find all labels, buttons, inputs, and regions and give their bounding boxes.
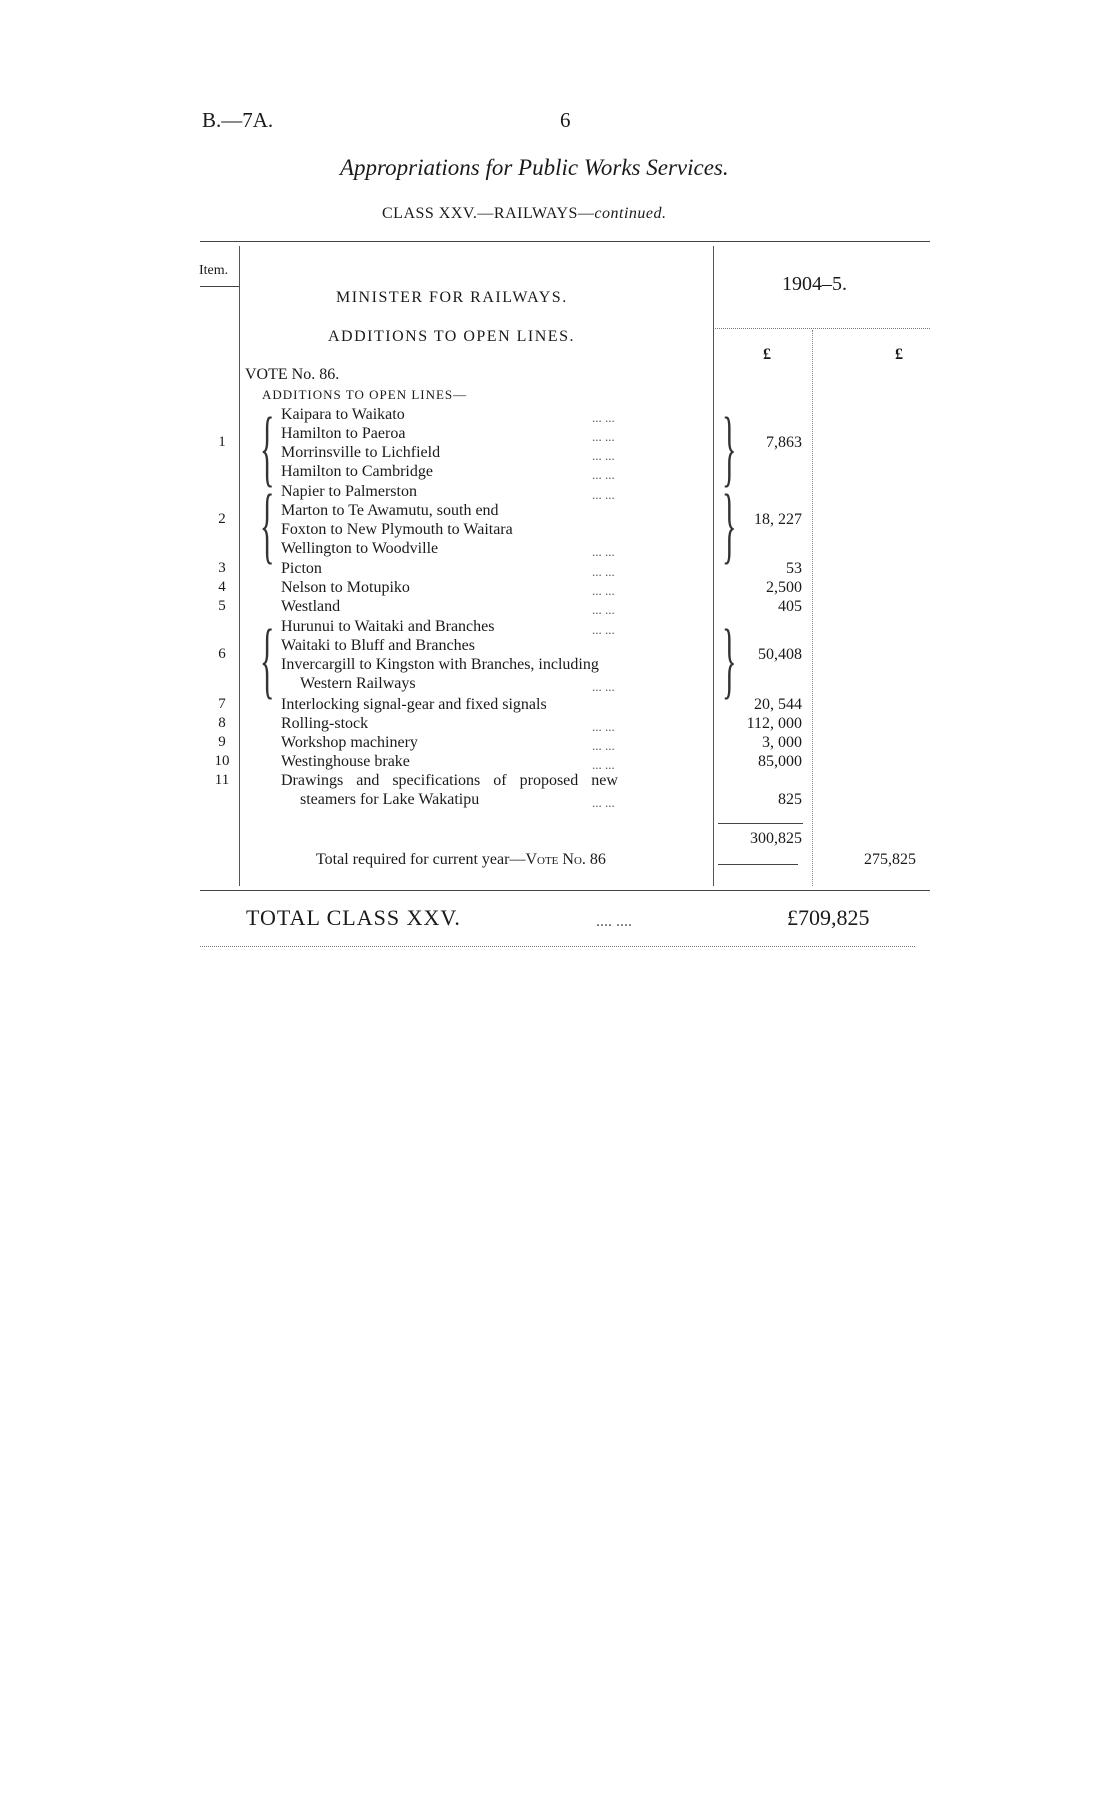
line-foxton-new-plymouth: Foxton to New Plymouth to Waitara xyxy=(281,521,513,538)
vote-label: VOTE No. 86. xyxy=(245,366,340,383)
line-hurunui-waitaki: Hurunui to Waitaki and Branches xyxy=(281,618,495,635)
item-amount: 825 xyxy=(778,791,802,808)
dot-leader: ... ... xyxy=(592,679,615,694)
document-reference: B.—7A. xyxy=(202,108,274,132)
line-westland: Westland xyxy=(281,598,341,615)
item-number: 6 xyxy=(218,646,226,662)
item-number: 7 xyxy=(218,696,226,712)
class-subtitle-continued: continued. xyxy=(594,205,667,222)
table-top-rule xyxy=(200,241,930,242)
item-number: 10 xyxy=(214,753,230,769)
item-amount: 53 xyxy=(786,560,802,577)
total-required-amount: 275,825 xyxy=(864,851,916,868)
table-bottom-rule xyxy=(200,890,930,891)
dot-leader: ... ... xyxy=(592,795,615,810)
page-number: 6 xyxy=(560,108,571,132)
year-rule xyxy=(713,328,930,329)
item-number: 2 xyxy=(218,511,226,527)
dot-leader: ... ... xyxy=(592,622,615,637)
item-number: 8 xyxy=(218,715,226,731)
line-picton: Picton xyxy=(281,560,322,577)
section-heading: ADDITIONS TO OPEN LINES. xyxy=(328,328,575,345)
line-rolling-stock: Rolling-stock xyxy=(281,715,369,732)
item-header-rule xyxy=(200,286,240,287)
item-amount: 18, 227 xyxy=(754,511,802,528)
item-amount: 85,000 xyxy=(758,753,802,770)
line-nelson-motupiko: Nelson to Motupiko xyxy=(281,579,410,596)
dot-leader: ... ... xyxy=(592,738,615,753)
dot-leader: ... ... xyxy=(592,467,615,482)
line-interlocking-signal-gear: Interlocking signal-gear and fixed signals xyxy=(281,696,547,713)
total-required-vote: Vote No. 86 xyxy=(525,851,606,868)
total-rule xyxy=(718,864,798,865)
line-workshop-machinery: Workshop machinery xyxy=(281,734,418,751)
line-westinghouse-brake: Westinghouse brake xyxy=(281,753,410,770)
line-steamers-lake-wakatipu: steamers for Lake Wakatipu xyxy=(300,791,480,808)
right-brace: } xyxy=(722,611,737,707)
item-number: 1 xyxy=(218,434,226,450)
dot-leader: ... ... xyxy=(592,487,615,502)
item-amount: 2,500 xyxy=(766,579,802,596)
total-required-label xyxy=(316,851,606,869)
item-amount: 20, 544 xyxy=(754,696,802,713)
subtotal-rule xyxy=(718,823,803,824)
item-number: 3 xyxy=(218,560,226,576)
grand-total-rule xyxy=(200,946,915,947)
dot-leader: ... ... xyxy=(592,544,615,559)
total-required-prefix: Total required for current year— xyxy=(316,851,526,868)
dot-leader: ... ... xyxy=(592,429,615,444)
line-western-railways: Western Railways xyxy=(300,675,416,692)
line-wellington-woodville: Wellington to Woodville xyxy=(281,540,439,557)
year-heading: 1904–5. xyxy=(782,273,847,295)
line-hamilton-cambridge: Hamilton to Cambridge xyxy=(281,463,433,480)
item-amount: 50,408 xyxy=(758,646,802,663)
item-amount: 7,863 xyxy=(766,434,802,451)
item-number: 5 xyxy=(218,598,226,614)
line-hamilton-paeroa: Hamilton to Paeroa xyxy=(281,425,406,442)
left-brace: { xyxy=(260,476,275,572)
line-marton-te-awamutu: Marton to Te Awamutu, south end xyxy=(281,502,499,519)
class-subtitle-text: CLASS XXV.—RAILWAYS— xyxy=(382,205,595,222)
dot-leader: ... ... xyxy=(592,602,615,617)
page-title: Appropriations for Public Works Services. xyxy=(340,155,729,180)
currency-symbol-col2: £ xyxy=(895,346,903,363)
dot-leader: ... ... xyxy=(592,757,615,772)
minister-heading: MINISTER FOR RAILWAYS. xyxy=(336,289,568,306)
dot-leader: ... ... xyxy=(592,719,615,734)
item-amount: 3, 000 xyxy=(762,734,802,751)
dot-leader: ... ... xyxy=(592,564,615,579)
subtotal-amount: 300,825 xyxy=(750,830,802,847)
right-brace: } xyxy=(722,476,737,572)
class-subtitle xyxy=(382,205,667,223)
additions-subhead: ADDITIONS TO OPEN LINES— xyxy=(262,387,468,402)
line-drawings-specifications: Drawings and specifications of proposed new xyxy=(281,772,618,789)
item-amount: 405 xyxy=(778,598,802,615)
right-brace: } xyxy=(722,399,737,495)
amount-column-divider xyxy=(812,330,813,886)
line-morrinsville-lichfield: Morrinsville to Lichfield xyxy=(281,444,441,461)
item-column-header: Item. xyxy=(199,263,229,278)
line-waitaki-bluff: Waitaki to Bluff and Branches xyxy=(281,637,475,654)
dot-leader: ... ... xyxy=(592,410,615,425)
item-number: 11 xyxy=(214,772,230,788)
line-invercargill-kingston: Invercargill to Kingston with Branches, including xyxy=(281,656,599,673)
currency-symbol-col1: £ xyxy=(763,346,771,363)
dot-leader: ... ... xyxy=(592,448,615,463)
dot-leader: ... ... xyxy=(592,583,615,598)
line-napier-palmerston: Napier to Palmerston xyxy=(281,483,417,500)
item-number: 4 xyxy=(218,579,226,595)
item-amount: 112, 000 xyxy=(746,715,802,732)
left-brace: { xyxy=(260,399,275,495)
grand-total-label: TOTAL CLASS XXV. xyxy=(246,905,461,930)
item-number: 9 xyxy=(218,734,226,750)
left-brace: { xyxy=(260,611,275,707)
grand-total-dots: .... .... xyxy=(596,913,632,930)
grand-total-amount: £709,825 xyxy=(787,905,870,930)
line-kaipara-waikato: Kaipara to Waikato xyxy=(281,406,405,423)
